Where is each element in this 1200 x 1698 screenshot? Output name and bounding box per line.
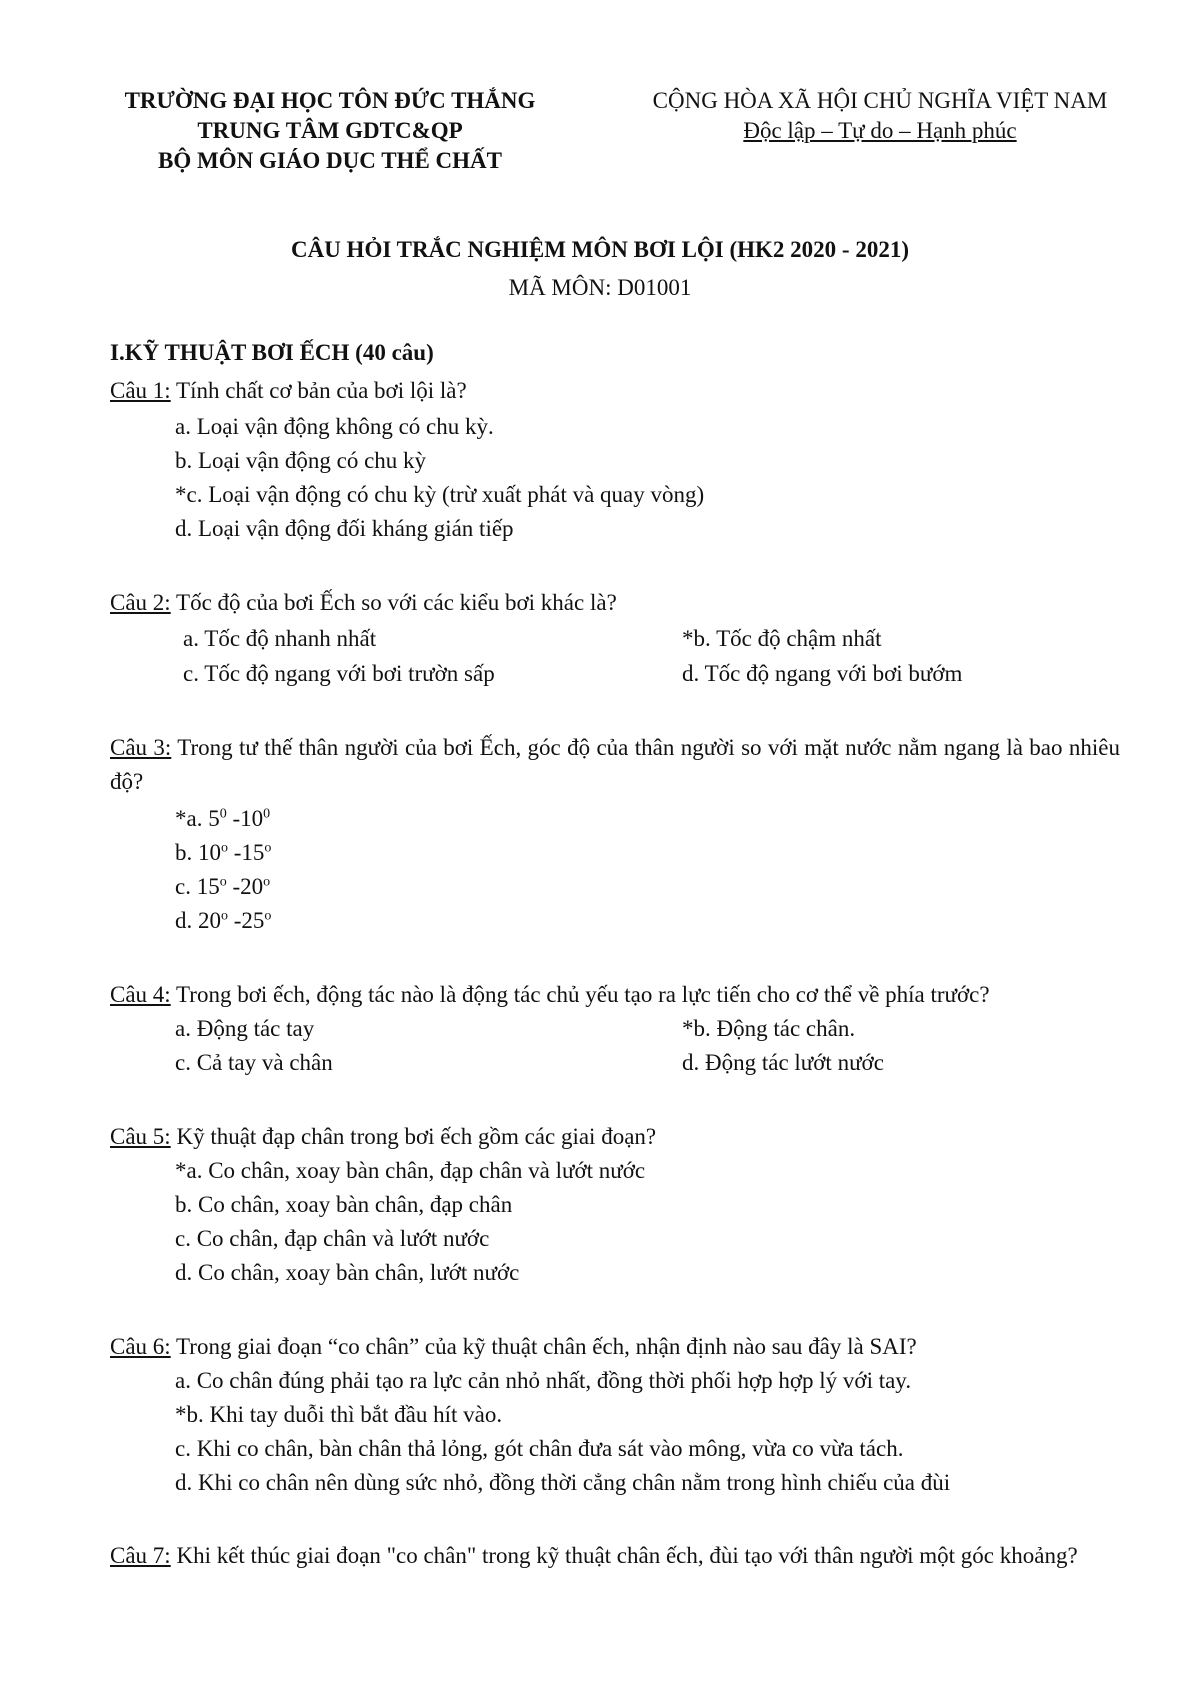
center-name: TRUNG TÂM GDTC&QP: [197, 118, 463, 143]
page-title: CÂU HỎI TRẮC NGHIỆM MÔN BƠI LỘI (HK2 2020 - 2021): [290, 237, 910, 262]
question-label: Câu 6:: [110, 1334, 171, 1359]
question-text: Khi kết thúc giai đoạn "co chân" trong kỹ thuật chân ếch, đùi tạo với thân người một góc khoảng?: [170, 1543, 1078, 1568]
national-motto: Độc lập – Tự do – Hạnh phúc: [743, 118, 1017, 143]
option: c. 15$^o$ -20$^o$: [175, 874, 271, 899]
option: c. Khi co chân, bàn chân thả lỏng, gót chân đưa sát vào mông, vừa co vừa tách.: [175, 1436, 904, 1461]
option: d. Loại vận động đối kháng gián tiếp: [175, 516, 514, 541]
option: d. Co chân, xoay bàn chân, lướt nước: [175, 1260, 520, 1285]
question-label: Câu 2:: [110, 590, 171, 615]
option-correct: *c. Loại vận động có chu kỳ (trừ xuất phát và quay vòng): [175, 482, 705, 507]
question-4: [110, 978, 990, 1012]
option: d. Động tác lướt nước: [682, 1050, 884, 1075]
question-text: Kỹ thuật đạp chân trong bơi ếch gồm các giai đoạn?: [170, 1124, 657, 1149]
option-correct: *b. Động tác chân.: [682, 1016, 856, 1041]
question-label: Câu 4:: [110, 982, 171, 1007]
option: d. Tốc độ ngang với bơi bướm: [682, 661, 963, 686]
question-7: [110, 1539, 1120, 1573]
question-2: [110, 586, 617, 620]
header-right: [620, 86, 1140, 146]
option: a. Loại vận động không có chu kỳ.: [175, 414, 494, 439]
question-1: [110, 374, 467, 408]
question-3: [110, 731, 1120, 799]
question-label: Câu 7:: [110, 1543, 171, 1568]
question-text: Trong tư thế thân người của bơi Ếch, góc độ của thân người so với mặt nước nằm ngang là bao nhiêu độ?: [110, 735, 1120, 794]
option: b. Co chân, xoay bàn chân, đạp chân: [175, 1192, 513, 1217]
option: c. Co chân, đạp chân và lướt nước: [175, 1226, 490, 1251]
option: b. Loại vận động có chu kỳ: [175, 448, 427, 473]
option-correct: *a. $5^0$ $-10^0$: [175, 806, 271, 831]
question-text: Trong giai đoạn “co chân” của kỹ thuật chân ếch, nhận định nào sau đây là SAI?: [170, 1334, 917, 1359]
header-left: [60, 86, 600, 176]
department-name: BỘ MÔN GIÁO DỤC THỂ CHẤT: [158, 148, 502, 173]
option: d. 20$^o$ -25$^o$: [175, 908, 272, 933]
option: a. Co chân đúng phải tạo ra lực cản nhỏ nhất, đồng thời phối hợp hợp lý với tay.: [175, 1368, 912, 1393]
course-code: MÃ MÔN: D01001: [508, 275, 692, 300]
option: c. Cả tay và chân: [175, 1050, 333, 1075]
question-label: Câu 1:: [110, 378, 171, 403]
university-name: TRƯỜNG ĐẠI HỌC TÔN ĐỨC THẮNG: [124, 88, 536, 113]
question-label: Câu 5:: [110, 1124, 171, 1149]
question-5: [110, 1120, 656, 1154]
section-heading: I.KỸ THUẬT BƠI ẾCH (40 câu): [110, 340, 434, 365]
option-correct: *b. Tốc độ chậm nhất: [682, 626, 882, 651]
option: a. Động tác tay: [175, 1016, 315, 1041]
question-text: Trong bơi ếch, động tác nào là động tác chủ yếu tạo ra lực tiến cho cơ thể về phía trước?: [170, 982, 990, 1007]
option-correct: *b. Khi tay duỗi thì bắt đầu hít vào.: [175, 1402, 503, 1427]
question-6: [110, 1330, 917, 1364]
republic-title: CỘNG HÒA XÃ HỘI CHỦ NGHĨA VIỆT NAM: [652, 88, 1108, 113]
option-correct: *a. Co chân, xoay bàn chân, đạp chân và lướt nước: [175, 1158, 646, 1183]
option: c. Tốc độ ngang với bơi trườn sấp: [183, 661, 495, 686]
question-text: Tốc độ của bơi Ếch so với các kiểu bơi khác là?: [170, 590, 617, 615]
question-label: Câu 3:: [110, 735, 172, 760]
option: d. Khi co chân nên dùng sức nhỏ, đồng thời cẳng chân nằm trong hình chiếu của đùi: [175, 1470, 951, 1495]
option: b. 10$^o$ -15$^o$: [175, 840, 272, 865]
question-text: Tính chất cơ bản của bơi lội là?: [170, 378, 467, 403]
option: a. Tốc độ nhanh nhất: [183, 626, 377, 651]
